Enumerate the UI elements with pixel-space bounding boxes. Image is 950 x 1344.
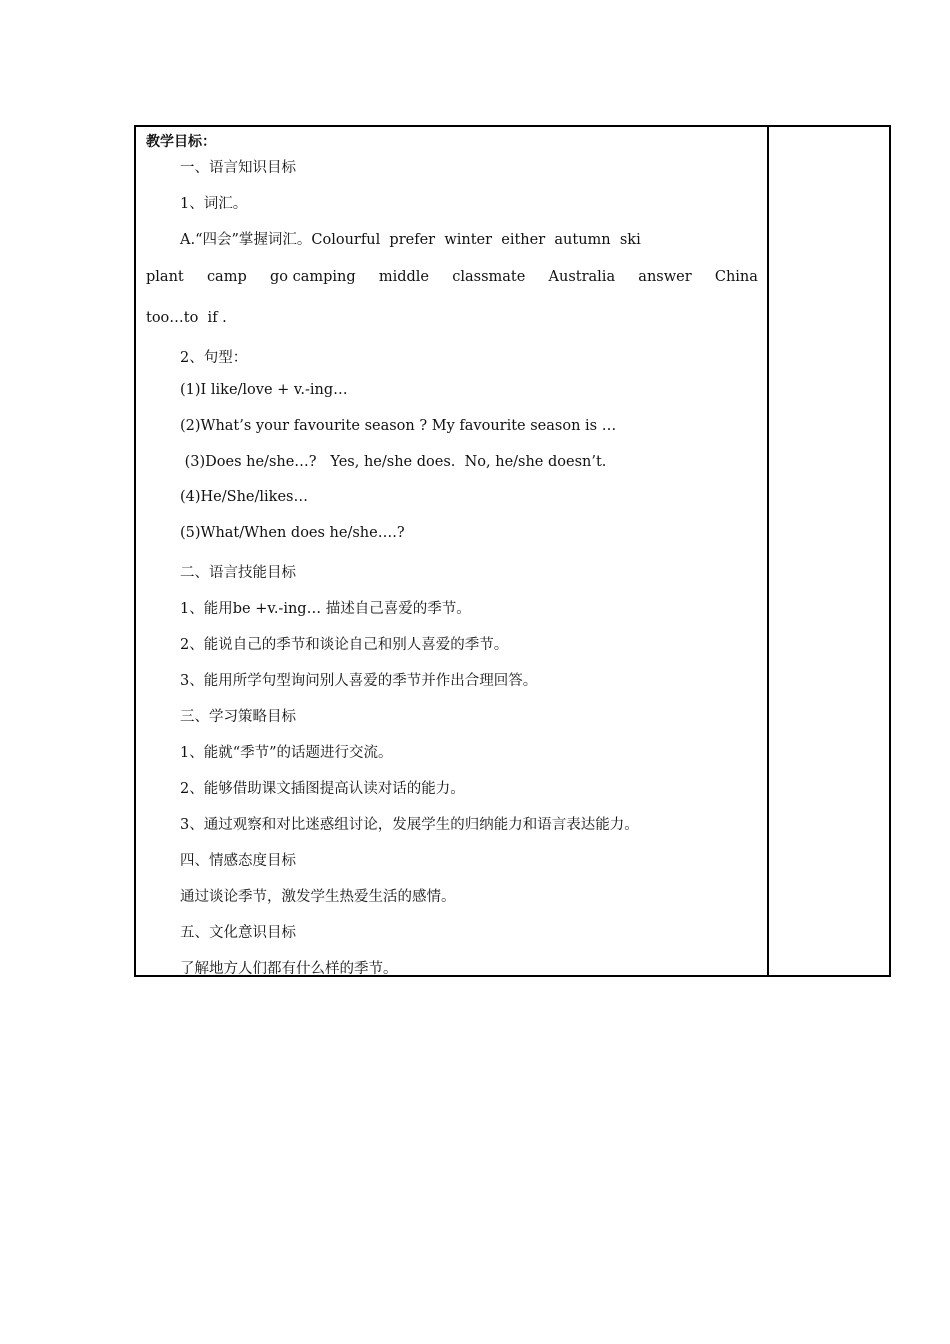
strategy-3: 3、通过观察和对比迷惑组讨论，发展学生的归纳能力和语言表达能力。 [180,817,639,833]
attitude-1: 通过谈论季节，激发学生热爱生活的感情。 [180,889,456,905]
pattern-5: (5)What/When does he/she….? [180,525,405,541]
heading-learning-strategy: 三、学习策略目标 [180,709,296,725]
vocab-word: Australia [548,269,616,285]
skill-3: 3、能用所学句型询问别人喜爱的季节并作出合理回答。 [180,673,538,689]
vocab-word: classmate [452,269,526,285]
heading-language-skills: 二、语言技能目标 [180,565,296,581]
heading-language-knowledge: 一、语言知识目标 [180,160,296,176]
pattern-2: (2)What’s your favourite season ? My favourite season is … [180,418,617,434]
vocab-word: go camping [269,269,356,285]
vocab-word: answer [638,269,692,285]
sentence-patterns-label: 2、句型： [180,350,248,366]
column-divider [767,127,769,975]
vocab-word: middle [378,269,430,285]
objectives-table [134,125,891,977]
vocabulary-line-3: too…to if . [146,310,227,326]
skill-2: 2、能说自己的季节和谈论自己和别人喜爱的季节。 [180,637,509,653]
vocab-word: camp [206,269,247,285]
pattern-4: (4)He/She/likes… [180,489,308,505]
section-title: 教学目标： [146,134,216,150]
vocabulary-line-1: A.“四会”掌握词汇。Colourful prefer winter either autumn ski [180,232,641,248]
strategy-1: 1、能就“季节”的话题进行交流。 [180,745,393,761]
skill-1: 1、能用be +v.-ing… 描述自己喜爱的季节。 [180,601,471,617]
culture-1: 了解地方人们都有什么样的季节。 [180,961,398,977]
vocabulary-label: 1、词汇。 [180,196,248,212]
strategy-2: 2、能够借助课文插图提高认读对话的能力。 [180,781,465,797]
heading-cultural-awareness: 五、文化意识目标 [180,925,296,941]
pattern-1: (1)I like/love + v.-ing… [180,382,348,398]
pattern-3: (3)Does he/she…? Yes, he/she does. No, he/she doesn’t. [180,454,607,470]
vocab-word: plant [146,269,184,285]
vocab-word: China [714,269,758,285]
vocabulary-line-2 [146,269,758,285]
heading-emotional-attitude: 四、情感态度目标 [180,853,296,869]
